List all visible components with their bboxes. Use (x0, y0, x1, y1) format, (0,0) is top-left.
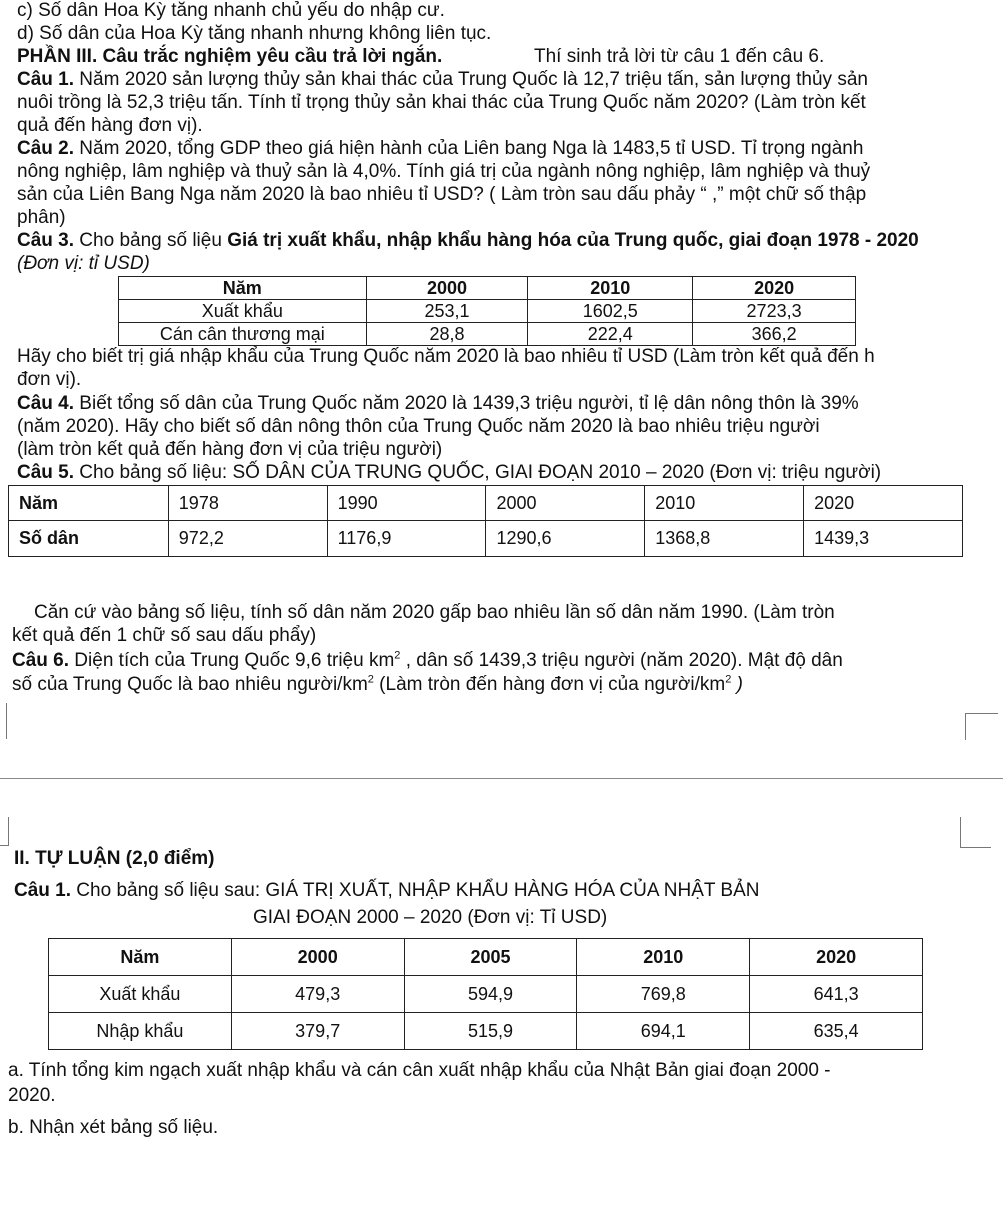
crop-mark (960, 817, 991, 848)
q6-sup-1: 2 (394, 649, 401, 662)
q6-sup-3: 2 (725, 673, 732, 686)
eb-line: b. Nhận xét bảng số liệu. (8, 1117, 219, 1138)
page-divider (0, 778, 1003, 779)
part2-title: II. TỰ LUẬN (2,0 điểm) (14, 848, 215, 869)
q4-line-3: (làm tròn kết quả đến hàng đơn vị của triệu người) (17, 439, 443, 460)
q3-table (118, 276, 856, 346)
crop-mark (965, 713, 998, 740)
q1-line-2: nuôi trồng là 52,3 triệu tấn. Tính tỉ trọng thủy sản khai thác của Trung Quốc năm 2020? (Làm tròn kết (17, 92, 866, 113)
q3-after-1: Hãy cho biết trị giá nhập khẩu của Trung Quốc năm 2020 là bao nhiêu tỉ USD (Làm tròn kết quả đến h (17, 346, 875, 367)
table-header-row (49, 939, 923, 976)
table-cell: 479,3 (231, 976, 404, 1013)
table-row (119, 300, 856, 323)
table-cell: 769,8 (577, 976, 750, 1013)
q3-table-title: Giá trị xuất khẩu, nhập khẩu hàng hóa của Trung quốc, giai đoạn 1978 - 2020 (227, 230, 919, 251)
ea-line-2: 2020. (8, 1085, 56, 1106)
q5-text-1: Cho bảng số liệu: SỐ DÂN CỦA TRUNG QUỐC, GIAI ĐOẠN 2010 – 2020 (Đơn vị: triệu người) (74, 462, 882, 483)
q3-label: Câu 3. (17, 230, 75, 251)
q6-label: Câu 6. (12, 650, 70, 671)
table-cell: Cán cân thương mại (119, 323, 367, 346)
q6-line-2 (12, 674, 743, 696)
table-row (49, 1013, 923, 1050)
part3-note: Thí sinh trả lời từ câu 1 đến câu 6. (534, 46, 825, 67)
table-header-cell: 1990 (327, 486, 486, 521)
table-cell: 253,1 (366, 300, 528, 323)
q5-after-2: kết quả đến 1 chữ số sau dấu phẩy) (12, 625, 317, 646)
ea-line-1: a. Tính tổng kim ngạch xuất nhập khẩu và cán cân xuất nhập khẩu của Nhật Bản giai đoạn 2000 - (8, 1060, 831, 1081)
q4-line-1 (17, 393, 859, 415)
e1-table (48, 938, 923, 1050)
table-header-cell: 2020 (750, 939, 923, 976)
table-cell: 1176,9 (327, 521, 486, 557)
q5-line-1 (17, 462, 881, 484)
q2-line-3: sản của Liên Bang Nga năm 2020 là bao nhiêu tỉ USD? ( Làm tròn sau dấu phảy “ ,” một chữ số thập (17, 184, 867, 205)
table-cell: 379,7 (231, 1013, 404, 1050)
q2-text-1: Năm 2020, tổng GDP theo giá hiện hành của Liên bang Nga là 1483,5 tỉ USD. Tỉ trọng ngành (74, 138, 864, 159)
q4-line-2: (năm 2020). Hãy cho biết số dân nông thôn của Trung Quốc năm 2020 là bao nhiêu triệu người (17, 416, 820, 437)
q6-text-2a: số của Trung Quốc là bao nhiêu người/km (12, 674, 368, 695)
q6-text-1b: , dân số 1439,3 triệu người (năm 2020). Mật độ dân (400, 650, 843, 671)
table-cell: 1368,8 (645, 521, 804, 557)
crop-mark (6, 703, 7, 739)
statement-d: d) Số dân của Hoa Kỳ tăng nhanh nhưng không liên tục. (17, 23, 492, 44)
table-cell: 1602,5 (528, 300, 693, 323)
table-cell: 1439,3 (804, 521, 963, 557)
q1-line-3: quả đến hàng đơn vị). (17, 115, 203, 136)
crop-mark (0, 817, 9, 846)
table-header-cell: Năm (9, 486, 169, 521)
table-cell: 515,9 (404, 1013, 577, 1050)
q3-line-1 (17, 230, 919, 252)
q6-text-2c: ) (731, 674, 743, 695)
q4-text-1: Biết tổng số dân của Trung Quốc năm 2020 là 1439,3 triệu người, tỉ lệ dân nông thôn là 39% (74, 393, 859, 414)
table-cell: 694,1 (577, 1013, 750, 1050)
statement-c: c) Số dân Hoa Kỳ tăng nhanh chủ yếu do nhập cư. (17, 0, 445, 21)
q5-after-1: Căn cứ vào bảng số liệu, tính số dân năm 2020 gấp bao nhiêu lần số dân năm 1990. (Làm tròn (34, 602, 835, 623)
e1-label: Câu 1. (14, 880, 72, 901)
table-cell: 1290,6 (486, 521, 645, 557)
q2-line-4: phân) (17, 207, 66, 228)
q3-text-1: Cho bảng số liệu (74, 230, 228, 251)
e1-line-2: GIAI ĐOẠN 2000 – 2020 (Đơn vị: Tỉ USD) (253, 907, 608, 928)
table-row (9, 521, 963, 557)
q2-line-2: nông nghiệp, lâm nghiệp và thuỷ sản là 4,0%. Tính giá trị của ngành nông nghiệp, lâm nghiệp và thuỷ (17, 161, 871, 182)
table-header-cell: 2020 (804, 486, 963, 521)
table-header-cell: 2000 (231, 939, 404, 976)
table-header-cell: Năm (49, 939, 232, 976)
table-cell: 28,8 (366, 323, 528, 346)
table-header-row (119, 277, 856, 300)
table-header-row (9, 486, 963, 521)
table-header-cell: 2005 (404, 939, 577, 976)
e1-line-1 (14, 880, 760, 902)
q2-label: Câu 2. (17, 138, 75, 159)
q4-label: Câu 4. (17, 393, 75, 414)
q2-line-1 (17, 138, 863, 160)
table-header-cell: 1978 (168, 486, 327, 521)
table-header-cell: 2010 (645, 486, 804, 521)
table-cell: Xuất khẩu (119, 300, 367, 323)
table-row (119, 323, 856, 346)
table-row (49, 976, 923, 1013)
table-cell: 222,4 (528, 323, 693, 346)
q6-line-1 (12, 650, 843, 672)
table-header-cell: 2020 (693, 277, 856, 300)
q6-text-2b: (Làm tròn đến hàng đơn vị của người/km (373, 674, 726, 695)
q1-text-1: Năm 2020 sản lượng thủy sản khai thác của Trung Quốc là 12,7 triệu tấn, sản lượng thủy sản (74, 69, 868, 90)
q6-sup-2: 2 (367, 673, 374, 686)
q6-text-1a: Diện tích của Trung Quốc 9,6 triệu km (69, 650, 395, 671)
part3-title: PHẦN III. Câu trắc nghiệm yêu cầu trả lời ngắn. (17, 46, 443, 67)
table-header-cell: 2000 (366, 277, 528, 300)
table-cell: Nhập khẩu (49, 1013, 232, 1050)
table-header-cell: 2000 (486, 486, 645, 521)
q1-label: Câu 1. (17, 69, 75, 90)
q5-table (8, 485, 963, 557)
table-cell: 366,2 (693, 323, 856, 346)
table-cell: 635,4 (750, 1013, 923, 1050)
q3-unit: (Đơn vị: tỉ USD) (17, 253, 150, 274)
q5-label: Câu 5. (17, 462, 75, 483)
table-header-cell: 2010 (577, 939, 750, 976)
table-cell: 641,3 (750, 976, 923, 1013)
table-cell: Số dân (9, 521, 169, 557)
table-cell: 972,2 (168, 521, 327, 557)
table-cell: 2723,3 (693, 300, 856, 323)
table-header-cell: 2010 (528, 277, 693, 300)
q3-after-2: đơn vị). (17, 369, 82, 390)
table-cell: 594,9 (404, 976, 577, 1013)
e1-text-1: Cho bảng số liệu sau: GIÁ TRỊ XUẤT, NHẬP KHẨU HÀNG HÓA CỦA NHẬT BẢN (71, 880, 760, 901)
q1-line-1 (17, 69, 868, 91)
table-cell: Xuất khẩu (49, 976, 232, 1013)
table-header-cell: Năm (119, 277, 367, 300)
